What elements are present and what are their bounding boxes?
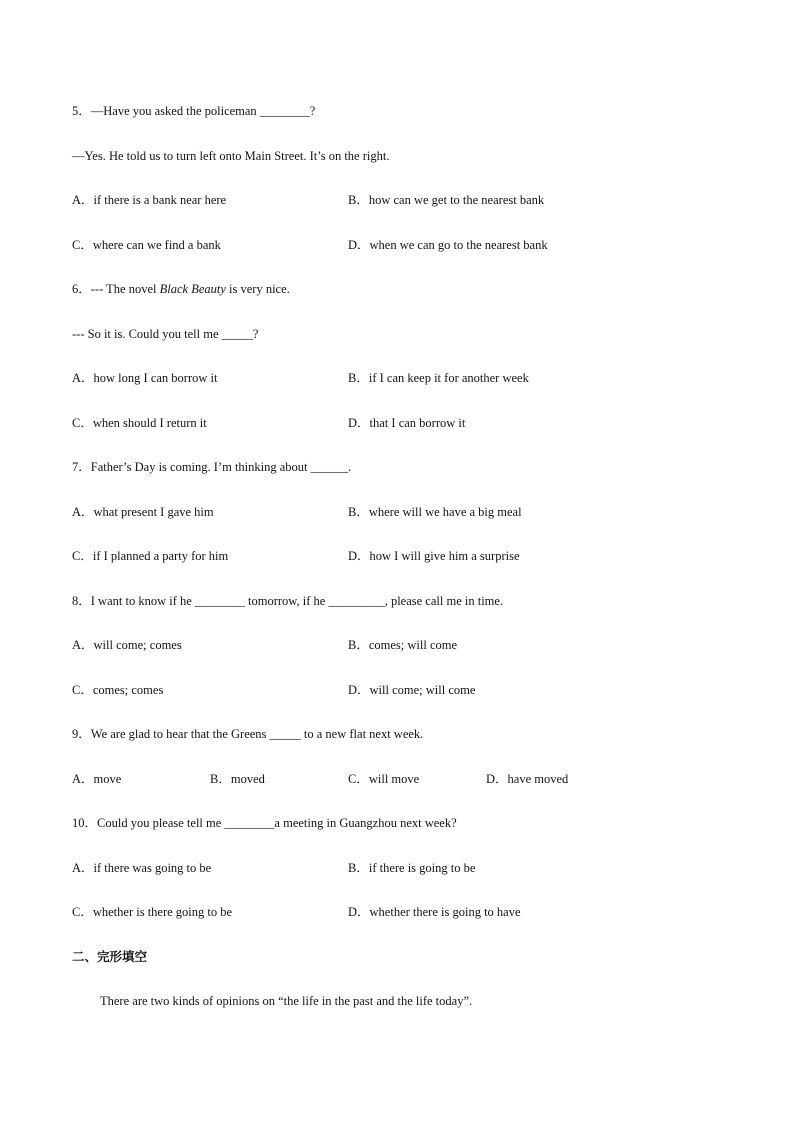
option-c: [72, 534, 348, 579]
option-b: [348, 490, 624, 535]
option-letter: B．: [348, 504, 369, 519]
question-6-options-row-2: [72, 401, 752, 446]
option-text: how I will give him a surprise: [369, 549, 520, 563]
question-number: 9．: [72, 727, 91, 741]
option-letter: D．: [348, 415, 370, 430]
book-title: Black Beauty: [159, 282, 226, 296]
question-6-reply: --- So it is. Could you tell me _____?: [72, 326, 259, 341]
option-letter: A．: [72, 860, 94, 875]
option-a: [72, 757, 210, 802]
option-c: [72, 890, 348, 935]
option-letter: A．: [72, 371, 94, 385]
option-letter: B．: [210, 771, 231, 786]
question-8-options-row-2: [72, 668, 752, 713]
option-text: if I planned a party for him: [92, 549, 229, 563]
question-text: Could you please tell me ________a meeting in Guangzhou next week?: [97, 816, 457, 830]
section-intro: There are two kinds of opinions on “the life in the past and the life today”.: [100, 994, 473, 1008]
option-text: that I can borrow it: [369, 415, 466, 430]
question-10-options-row-1: [72, 846, 752, 891]
option-letter: D．: [486, 771, 508, 786]
question-6-stem: [72, 267, 752, 312]
option-letter: D．: [348, 237, 370, 252]
option-letter: D．: [348, 549, 370, 563]
option-d: [348, 223, 624, 268]
question-text: We are glad to hear that the Greens _____ to a new flat next week.: [90, 727, 424, 741]
option-text: whether is there going to be: [92, 905, 233, 919]
option-letter: B．: [348, 860, 369, 875]
option-letter: A．: [72, 193, 94, 207]
option-text: move: [93, 771, 122, 786]
question-5-reply: —Yes. He told us to turn left onto Main Street. It’s on the right.: [72, 148, 390, 163]
option-text: when we can go to the nearest bank: [369, 237, 548, 252]
option-c: [72, 223, 348, 268]
question-text: --- The novel: [90, 282, 160, 296]
question-8-options-row-1: [72, 623, 752, 668]
option-text: will come; comes: [93, 638, 182, 652]
option-text: if there was going to be: [93, 860, 212, 875]
question-7-stem: [72, 445, 752, 490]
question-text: Father’s Day is coming. I’m thinking about ______.: [90, 460, 352, 474]
option-a: [72, 846, 348, 891]
option-b: [348, 623, 624, 668]
option-c: [72, 668, 348, 713]
question-number: 5．: [72, 104, 91, 118]
question-9-stem: [72, 712, 752, 757]
option-text: will come; will come: [369, 682, 476, 697]
question-number: 6．: [72, 282, 91, 296]
option-letter: B．: [348, 638, 369, 652]
option-d: [486, 757, 624, 802]
question-7-options-row-2: [72, 534, 752, 579]
question-5-options-row-1: [72, 178, 752, 223]
option-c: [72, 401, 348, 446]
option-letter: D．: [348, 682, 370, 697]
question-number: 8．: [72, 593, 91, 608]
question-5-options-row-2: [72, 223, 752, 268]
option-letter: C．: [72, 905, 93, 919]
option-text: how long I can borrow it: [93, 371, 218, 385]
option-text: if there is a bank near here: [93, 193, 227, 207]
option-letter: C．: [348, 771, 369, 786]
option-c: [348, 757, 486, 802]
option-letter: D．: [348, 905, 370, 919]
option-text: when should I return it: [92, 415, 207, 430]
option-a: [72, 178, 348, 223]
option-b: [348, 178, 624, 223]
option-letter: B．: [348, 371, 369, 385]
question-10-stem: [72, 801, 752, 846]
option-a: [72, 356, 348, 401]
question-9-options-row: [72, 757, 752, 802]
option-text: how can we get to the nearest bank: [368, 193, 545, 207]
option-d: [348, 890, 624, 935]
option-text: where can we find a bank: [92, 237, 221, 252]
question-number: 7．: [72, 460, 91, 474]
option-letter: A．: [72, 771, 94, 786]
option-text: if I can keep it for another week: [368, 371, 529, 385]
question-text: —Have you asked the policeman ________?: [90, 104, 316, 118]
option-b: [348, 846, 624, 891]
option-text: whether there is going to have: [369, 905, 521, 919]
question-8-stem: [72, 579, 752, 624]
option-text: comes; comes: [92, 682, 164, 697]
option-text: comes; will come: [368, 638, 458, 652]
option-a: [72, 490, 348, 535]
option-d: [348, 534, 624, 579]
option-d: [348, 668, 624, 713]
option-letter: A．: [72, 638, 94, 652]
option-text: what present I gave him: [93, 504, 214, 519]
option-text: if there is going to be: [368, 860, 476, 875]
option-a: [72, 623, 348, 668]
question-5-stem: [72, 89, 752, 134]
question-10-options-row-2: [72, 890, 752, 935]
option-b: [348, 356, 624, 401]
section-title: 二、完形填空: [72, 948, 148, 964]
option-text: have moved: [507, 771, 569, 786]
option-text: where will we have a big meal: [368, 504, 522, 519]
option-text: will move: [368, 771, 420, 786]
option-letter: C．: [72, 682, 93, 697]
question-list: [72, 89, 752, 1024]
option-letter: C．: [72, 549, 93, 563]
option-letter: C．: [72, 415, 93, 430]
question-7-options-row-1: [72, 490, 752, 535]
option-b: [210, 757, 348, 802]
question-6-options-row-1: [72, 356, 752, 401]
option-letter: B．: [348, 193, 369, 207]
option-letter: C．: [72, 237, 93, 252]
question-text: is very nice.: [225, 282, 290, 296]
question-text: I want to know if he ________ tomorrow, if he _________, please call me in time.: [90, 593, 504, 608]
option-letter: A．: [72, 504, 94, 519]
option-d: [348, 401, 624, 446]
question-number: 10．: [72, 816, 98, 830]
option-text: moved: [230, 771, 265, 786]
